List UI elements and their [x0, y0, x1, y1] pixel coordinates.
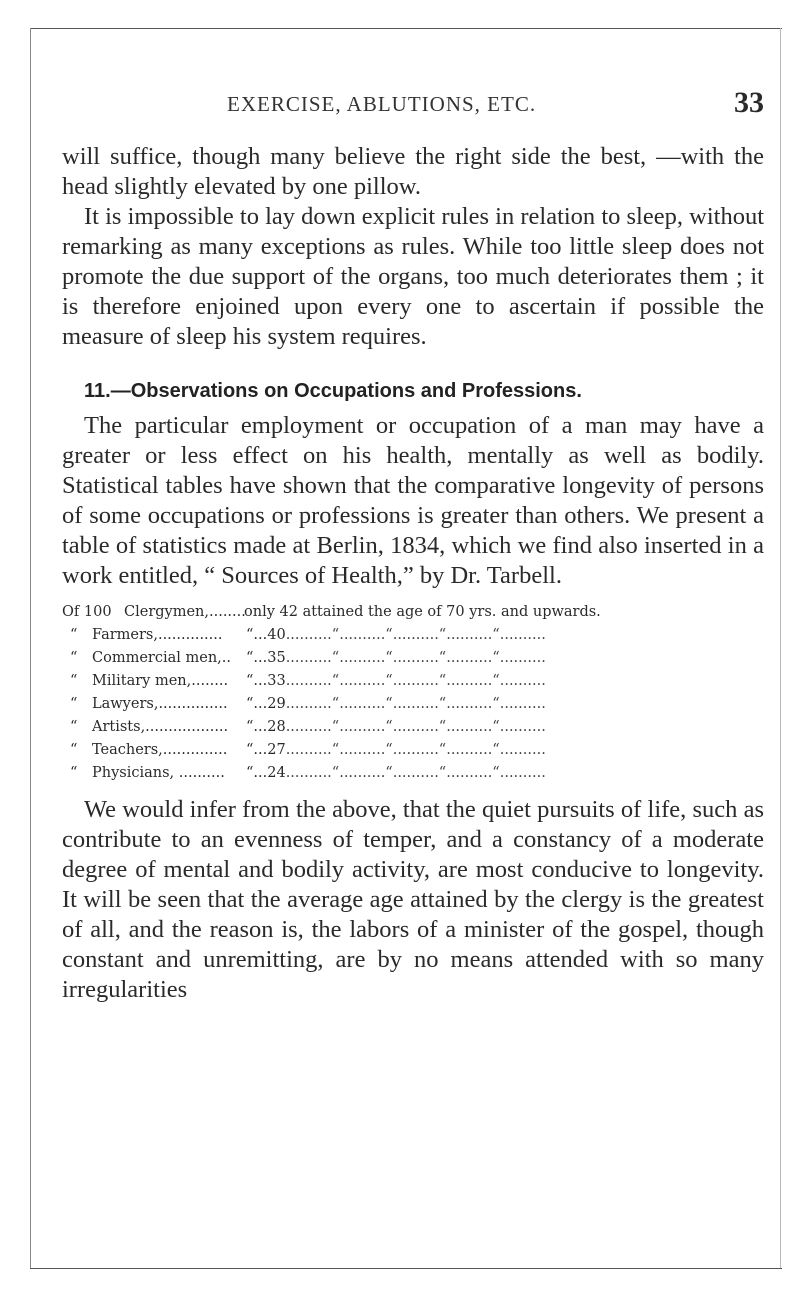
- paragraph-1: will suffice, though many believe the right side the best, —with the head slightly elevated by one pillow.: [62, 143, 764, 200]
- ditto-mark: “: [70, 627, 78, 643]
- table-occupation: Military men,........: [92, 673, 229, 689]
- top-border-rule: [30, 28, 782, 29]
- table-row: [62, 739, 764, 762]
- table-row: [62, 670, 764, 693]
- table-ditto-marks: ..........“..........“..........“..........“..........: [285, 673, 546, 689]
- table-age: “...24: [246, 765, 286, 781]
- table-row: [62, 624, 764, 647]
- table-row: [62, 693, 764, 716]
- table-row: [62, 601, 764, 624]
- table-occupation: Commercial men,..: [92, 650, 231, 666]
- table-occupation: Physicians, ..........: [92, 765, 225, 781]
- table-ditto-marks: ..........“..........“..........“..........“..........: [285, 719, 546, 735]
- left-border-rule: [30, 28, 31, 1268]
- table-row: [62, 762, 764, 785]
- table-ditto-marks: ..........“..........“..........“..........“..........: [285, 742, 546, 758]
- table-age: “...35: [246, 650, 286, 666]
- ditto-mark: “: [70, 742, 78, 758]
- table-row: [62, 716, 764, 739]
- ditto-mark: “: [70, 719, 78, 735]
- table-occupation: Clergymen,........: [124, 604, 246, 620]
- table-occupation: Farmers,..............: [92, 627, 223, 643]
- page-header: [62, 86, 764, 132]
- table-prefix: Of 100: [62, 604, 112, 620]
- paragraph-4: We would infer from the above, that the quiet pursuits of life, such as contribute to an evenness of temper, and a constancy of a moderate degree of mental and bodily activity, are most conducive to longevity. It will be seen that the average age attained by the clergy is the greatest of all, and the reason is, the labors of a minister of the gospel, though constant and unremitting, are by no means attended with so many irregularities: [62, 796, 764, 1003]
- table-ditto-marks: ..........“..........“..........“..........“..........: [285, 696, 546, 712]
- longevity-table: [62, 601, 764, 785]
- table-ditto-marks: ..........“..........“..........“..........“..........: [285, 765, 546, 781]
- bottom-border-rule: [30, 1268, 782, 1269]
- table-age: “...29: [246, 696, 286, 712]
- table-age: “...33: [246, 673, 286, 689]
- paragraph-2: It is impossible to lay down explicit rules in relation to sleep, without remarking as many exceptions as rules. While too little sleep does not promote the due support of the organs, too much deteriorates them ; it is therefore enjoined upon every one to ascertain if possible the measure of sleep his system requires.: [62, 203, 764, 350]
- table-ditto-marks: ..........“..........“..........“..........“..........: [285, 627, 546, 643]
- page-body: [62, 142, 764, 1005]
- ditto-mark: “: [70, 673, 78, 689]
- page-number: 33: [734, 86, 764, 119]
- paragraph-3: The particular employment or occupation of a man may have a greater or less effect on his health, mentally as well as bodily. Statistical tables have shown that the comparative longevity of persons of some occupations or professions is greater than others. We present a table of statistics made at Berlin, 1834, which we find also inserted in a work entitled, “ Sources of Health,” by Dr. Tarbell.: [62, 412, 764, 589]
- right-border-rule: [780, 28, 781, 1268]
- table-age: “...28: [246, 719, 286, 735]
- ditto-mark: “: [70, 696, 78, 712]
- table-age: “...27: [246, 742, 286, 758]
- table-age: “...40: [246, 627, 286, 643]
- running-head: EXERCISE, ABLUTIONS, ETC.: [227, 92, 537, 116]
- table-occupation: Artists,..................: [92, 719, 229, 735]
- table-row-text: only 42 attained the age of 70 yrs. and upwards.: [244, 604, 601, 620]
- ditto-mark: “: [70, 765, 78, 781]
- section-heading: 11.—Observations on Occupations and Professions.: [84, 380, 582, 402]
- table-occupation: Teachers,..............: [92, 742, 228, 758]
- table-row: [62, 647, 764, 670]
- ditto-mark: “: [70, 650, 78, 666]
- table-ditto-marks: ..........“..........“..........“..........“..........: [285, 650, 546, 666]
- table-occupation: Lawyers,...............: [92, 696, 228, 712]
